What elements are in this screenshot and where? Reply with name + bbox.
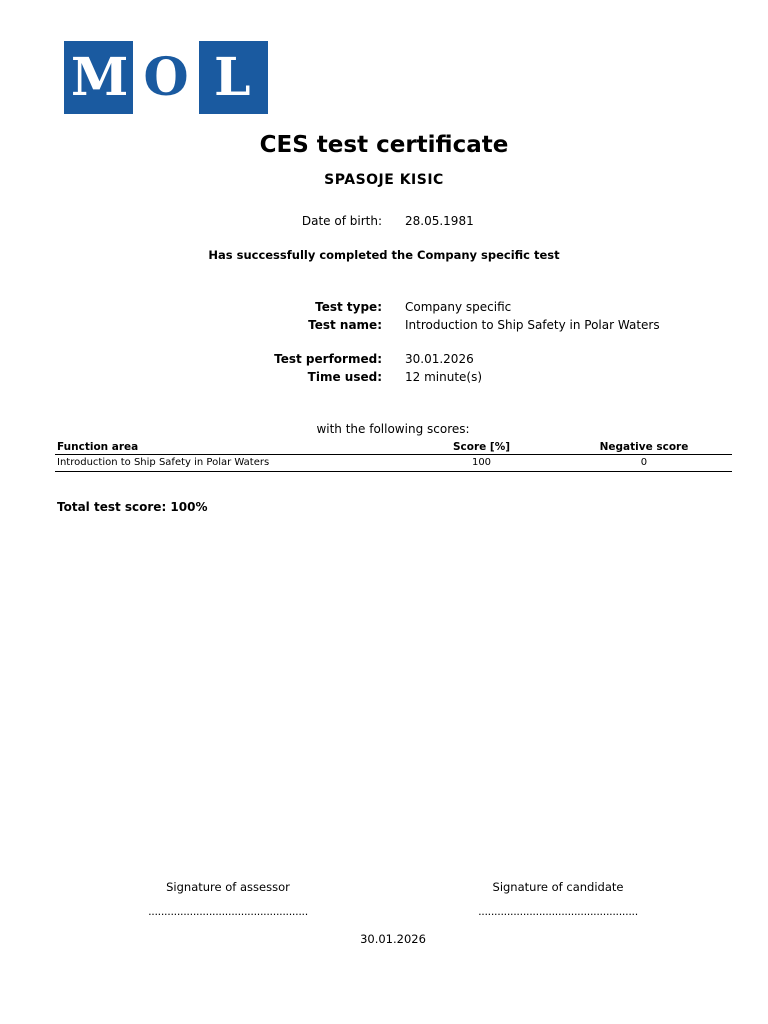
date-of-birth-label: Date of birth: [301,214,382,228]
test-name-value: Introduction to Ship Safety in Polar Waters [405,318,660,332]
scores-table-header [55,440,732,455]
time-used-label: Time used: [307,370,382,384]
scores-intro: with the following scores: [316,422,470,436]
test-type-row [0,300,768,316]
row-function-area: Introduction to Ship Safety in Polar Waters [55,455,407,472]
logo-letter-m: M [70,46,129,108]
test-performed-value: 30.01.2026 [405,352,474,366]
signature-date: 30.01.2026 [360,932,426,946]
candidate-signature-line: .................................................. [478,905,638,918]
time-used-value: 12 minute(s) [405,370,483,384]
mol-logo [64,41,268,114]
date-of-birth-value: 28.05.1981 [405,214,474,228]
total-test-score: Total test score: 100% [57,500,208,514]
candidate-name: SPASOJE KISIC [324,172,444,188]
scores-table [55,440,732,472]
test-name-label: Test name: [308,318,382,332]
date-of-birth-row [0,214,768,230]
assessor-signature-line: .................................................. [148,905,308,918]
logo-letter-l: L [214,46,251,108]
candidate-signature-label: Signature of candidate [492,880,624,894]
header-function-area: Function area [55,440,407,455]
test-type-value: Company specific [405,300,512,314]
test-performed-label: Test performed: [274,352,382,366]
row-score: 100 [407,455,556,472]
time-used-row [0,370,768,386]
completion-statement: Has successfully completed the Company specific test [208,248,560,262]
header-negative-score: Negative score [556,440,732,455]
logo-letter-o: O [133,41,199,114]
table-row [55,455,732,472]
certificate-title: CES test certificate [259,132,509,158]
test-performed-row [0,352,768,368]
assessor-signature-label: Signature of assessor [166,880,290,894]
header-score: Score [%] [407,440,556,455]
row-negative-score: 0 [556,455,732,472]
test-type-label: Test type: [315,300,382,314]
test-name-row [0,318,768,334]
